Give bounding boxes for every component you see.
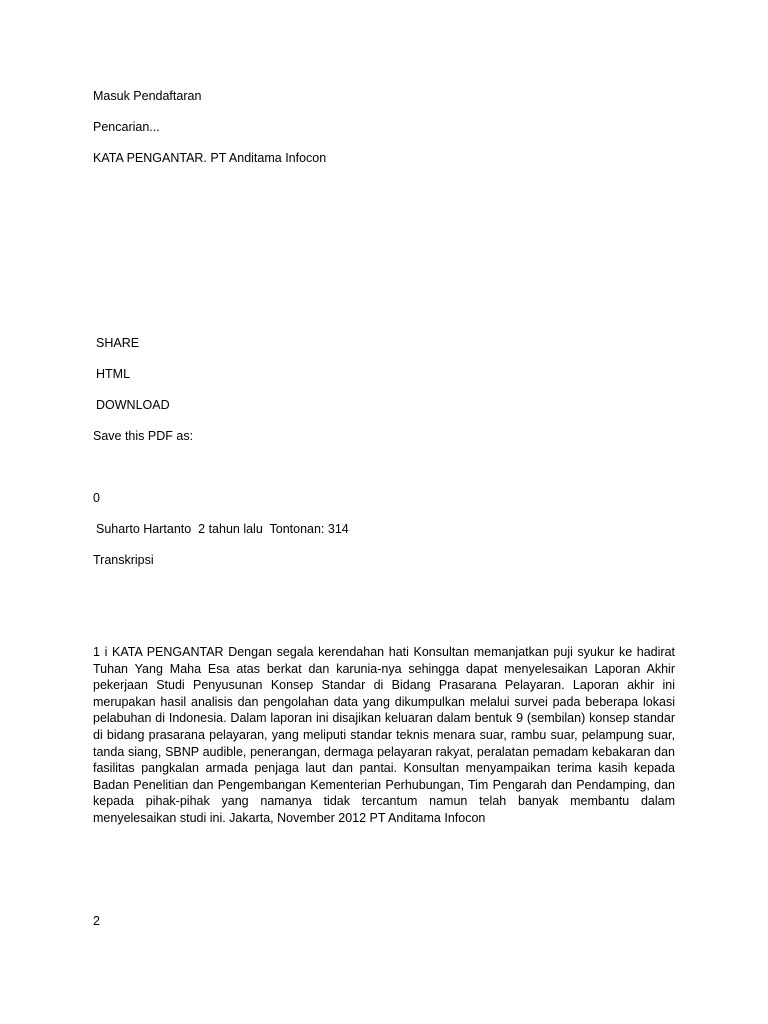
document-meta: Suharto Hartanto 2 tahun lalu Tontonan: 314 <box>96 522 349 536</box>
transcript-heading: Transkripsi <box>93 553 154 567</box>
page-1-text: 1 i KATA PENGANTAR Dengan segala kerendahan hati Konsultan memanjatkan puji syukur ke hadirat Tuhan Yang Maha Esa atas berkat dan karunia-nya sehingga dapat menyelesaikan Laporan Akhir pekerjaan Studi Penyusunan Konsep Standar di Bidang Prasarana Pelayaran. Laporan akhir ini merupakan hasil analisis dan pengolahan data yang dikumpulkan melalui survei pada beberapa lokasi pelabuhan di Indonesia. Dalam laporan ini disajikan keluaran dalam bentuk 9 (sembilan) konsep standar di bidang prasarana pelayaran, yang meliputi standar teknis menara suar, rambu suar, pelampung suar, tanda siang, SBNP audible, penerangan, dermaga pelayaran rakyat, peralatan pemadam kebakaran dan fasilitas pangkalan armada penjaga laut dan pantai. Konsultan menyampaikan terima kasih kepada Badan Penelitian dan Pengembangan Kementerian Perhubungan, Tim Pengarah dan Pendamping, dan kepada pihak-pihak yang namanya tidak tercantum namun telah banyak membantu dalam menyelesaikan studi ini. Jakarta, November 2012 PT Anditama Infocon <box>93 645 675 825</box>
count-value: 0 <box>93 491 100 505</box>
page-2-number: 2 <box>93 914 100 928</box>
document-title: KATA PENGANTAR. PT Anditama Infocon <box>93 151 327 165</box>
search-link[interactable]: Pencarian... <box>93 120 160 134</box>
save-pdf-label: Save this PDF as: <box>93 429 194 443</box>
html-button[interactable]: HTML <box>96 367 131 381</box>
download-button[interactable]: DOWNLOAD <box>96 398 170 412</box>
share-button[interactable]: SHARE <box>96 336 140 350</box>
register-link[interactable]: Masuk Pendaftaran <box>93 89 202 103</box>
